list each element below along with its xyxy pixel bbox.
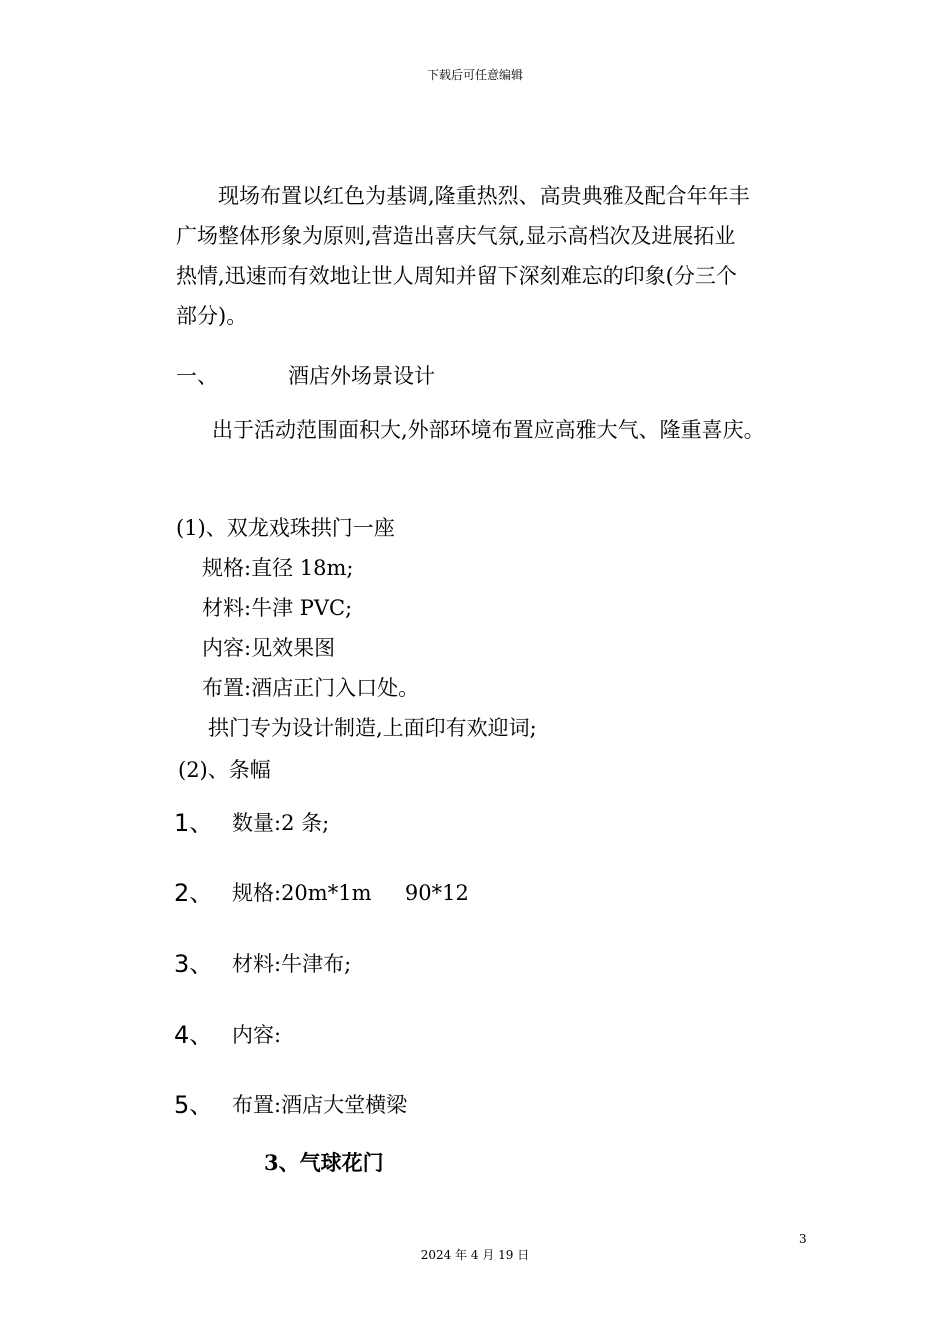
intro-line: 热情,迅速而有效地让世人周知并留下深刻难忘的印象(分三个 [176, 264, 737, 288]
list-text: 规格:20m*1m 90*12 [232, 881, 469, 905]
item1-note: 拱门专为设计制造,上面印有欢迎词; [208, 716, 537, 740]
intro-paragraph [176, 176, 816, 336]
list-number: 5、 [174, 1091, 214, 1119]
section-description: 出于活动范围面积大,外部环境布置应高雅大气、隆重喜庆。 [212, 418, 765, 442]
item2-title: (2)、条幅 [178, 758, 271, 782]
list-number: 3、 [174, 950, 214, 978]
list-text: 内容: [232, 1023, 282, 1047]
section-title: 酒店外场景设计 [288, 364, 435, 388]
footer-date: 2024 年 4 月 19 日 [420, 1248, 530, 1262]
list-item [174, 947, 213, 984]
list-number: 1、 [174, 809, 214, 837]
item1-material: 材料:牛津 PVC; [202, 596, 353, 620]
page-header: 下载后可任意编辑 [426, 68, 523, 82]
list-item [174, 806, 213, 843]
list-item [174, 1018, 213, 1055]
item1-content: 内容:见效果图 [202, 636, 336, 660]
page-number: 3 [799, 1232, 807, 1246]
item3-title: 3、气球花门 [264, 1150, 384, 1175]
intro-line: 现场布置以红色为基调,隆重热烈、高贵典雅及配合年年丰 [218, 184, 750, 208]
list-text: 数量:2 条; [232, 811, 330, 835]
item1-placement: 布置:酒店正门入口处。 [202, 676, 420, 700]
section-number: 一、 [176, 364, 218, 388]
item1-spec: 规格:直径 18m; [202, 556, 354, 580]
list-text: 材料:牛津布; [232, 952, 352, 976]
intro-line: 部分)。 [176, 304, 248, 328]
item1-title: (1)、双龙戏珠拱门一座 [176, 516, 395, 540]
list-number: 2、 [174, 879, 214, 907]
list-item [174, 1088, 213, 1125]
intro-line: 广场整体形象为原则,营造出喜庆气氛,显示高档次及进展拓业 [176, 224, 736, 248]
list-item [174, 876, 213, 913]
list-text: 布置:酒店大堂横梁 [232, 1093, 408, 1117]
list-number: 4、 [174, 1021, 214, 1049]
